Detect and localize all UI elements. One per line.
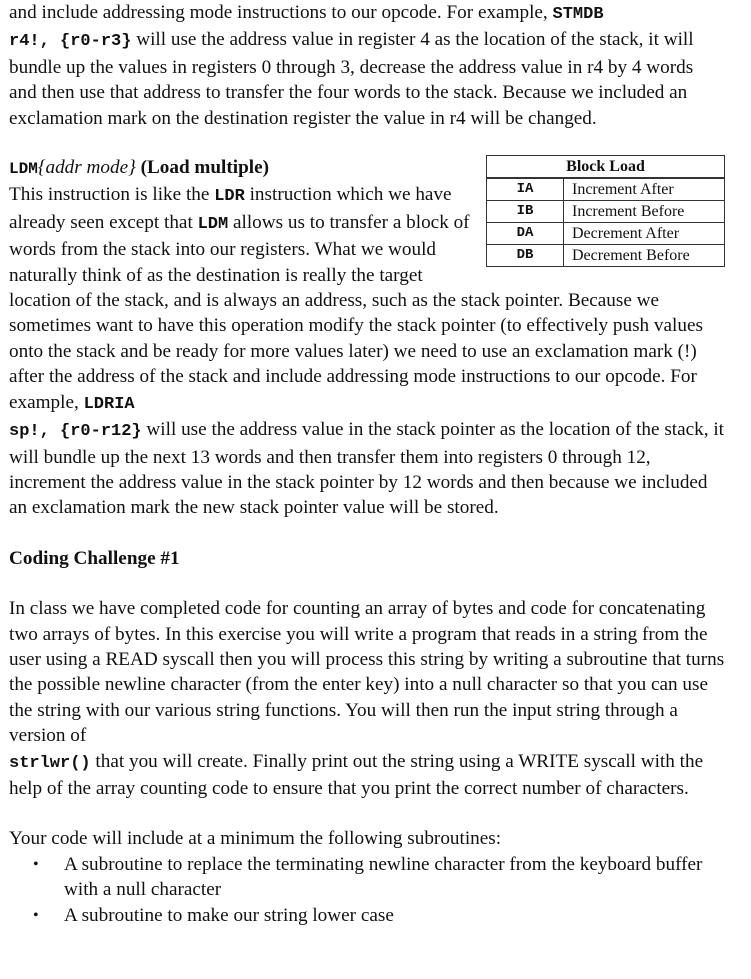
ldm-text-1: This instruction is like the — [9, 184, 215, 206]
intro-text-2: will use the address value in register 4 as the location of the stack, it will bundle up the values in registers 0 through 3, decrease the address value in r4 by 4 words and then use that address to transfer the four words to the stack. Because we included an exclamation mark on the destination register the value in r4 will be changed. — [9, 29, 694, 129]
intro-text-1: and include addressing mode instructions to our opcode. For example, — [9, 2, 553, 23]
challenge-heading: Coding Challenge #1 — [9, 547, 180, 569]
block-mode-code: DA — [487, 223, 564, 245]
ldm-heading-title: (Load multiple) — [135, 157, 270, 179]
ldm-code-example-op: LDRIA — [83, 394, 135, 414]
block-mode-desc: Increment Before — [564, 201, 725, 223]
table-row — [487, 201, 725, 223]
intro-paragraph — [9, 0, 725, 131]
document-page — [9, 0, 725, 928]
spacer — [9, 571, 725, 596]
challenge-paragraph — [9, 596, 725, 801]
ldm-text-2: instruction which we have already seen except that — [9, 184, 452, 233]
ldm-heading-code: LDM — [9, 160, 38, 179]
list-item — [9, 852, 725, 903]
block-load-header-row — [487, 156, 725, 179]
ldm-text-3: allows us to transfer a block of words from the stack into our registers. What we would naturally think of as the destination is really the target location of the stack, and is always an address, such as the stack pointer. Because we sometimes want to have this operation modify the stack pointer (to effectively push values onto the stack and be ready for more values later) we need to use an exclamation mark (!) after the address of the stack and include addressing mode instructions to our opcode. For example, — [9, 211, 703, 413]
challenge-text-2: that you will create. Finally print out the string using a WRITE syscall with the help of the array counting code to ensure that you print the correct number of characters. — [9, 750, 704, 799]
intro-code-stmdb: STMDB — [552, 5, 604, 24]
intro-code-operands: r4!, {r0-r3} — [9, 32, 132, 52]
ldm-code-ldr: LDR — [214, 187, 245, 207]
block-mode-desc: Decrement After — [564, 223, 725, 245]
requirements-list — [9, 852, 725, 928]
block-mode-desc: Increment After — [564, 178, 725, 201]
list-item — [9, 903, 725, 928]
bullet-icon: • — [33, 855, 39, 873]
requirements-intro: Your code will include at a minimum the following subroutines: — [9, 828, 502, 850]
challenge-code-strlwr: strlwr() — [9, 753, 91, 773]
ldm-code-example-args: sp!, {r0-r12} — [9, 422, 142, 442]
block-load-table — [486, 155, 725, 267]
table-row — [487, 223, 725, 245]
requirement-text: A subroutine to replace the terminating newline character from the keyboard buffer with a null character — [64, 853, 703, 901]
ldm-text-4: will use the address value in the stack pointer as the location of the stack, it will bundle up the next 13 words and then transfer them into registers 0 through 12, increment the address value in the stack pointer by 12 words and then because we included an exclamation mark the new stack pointer value will be stored. — [9, 419, 725, 519]
block-mode-code: IA — [487, 178, 564, 201]
table-row — [487, 245, 725, 267]
ldm-heading-mode: {addr mode} — [37, 157, 136, 179]
table-row — [487, 178, 725, 201]
ldm-code-ldm: LDM — [197, 214, 229, 234]
block-mode-code: IB — [487, 201, 564, 223]
block-load-header: Block Load — [487, 156, 725, 179]
spacer — [9, 131, 725, 155]
block-mode-code: DB — [487, 245, 564, 267]
challenge-text-1: In class we have completed code for counting an array of bytes and code for concatenating two arrays of bytes. In this exercise you will write a program that reads in a string from the user using a READ syscall then you will process this string by writing a subroutine that turns the possible newline character (from the enter key) into a null character so that you can use the string with our various string functions. You will then run the input string through a version of — [9, 598, 725, 747]
block-mode-desc: Decrement Before — [564, 245, 725, 267]
requirement-text: A subroutine to make our string lower case — [64, 904, 394, 926]
bullet-icon: • — [33, 906, 39, 924]
spacer — [9, 521, 725, 546]
spacer — [9, 801, 725, 826]
